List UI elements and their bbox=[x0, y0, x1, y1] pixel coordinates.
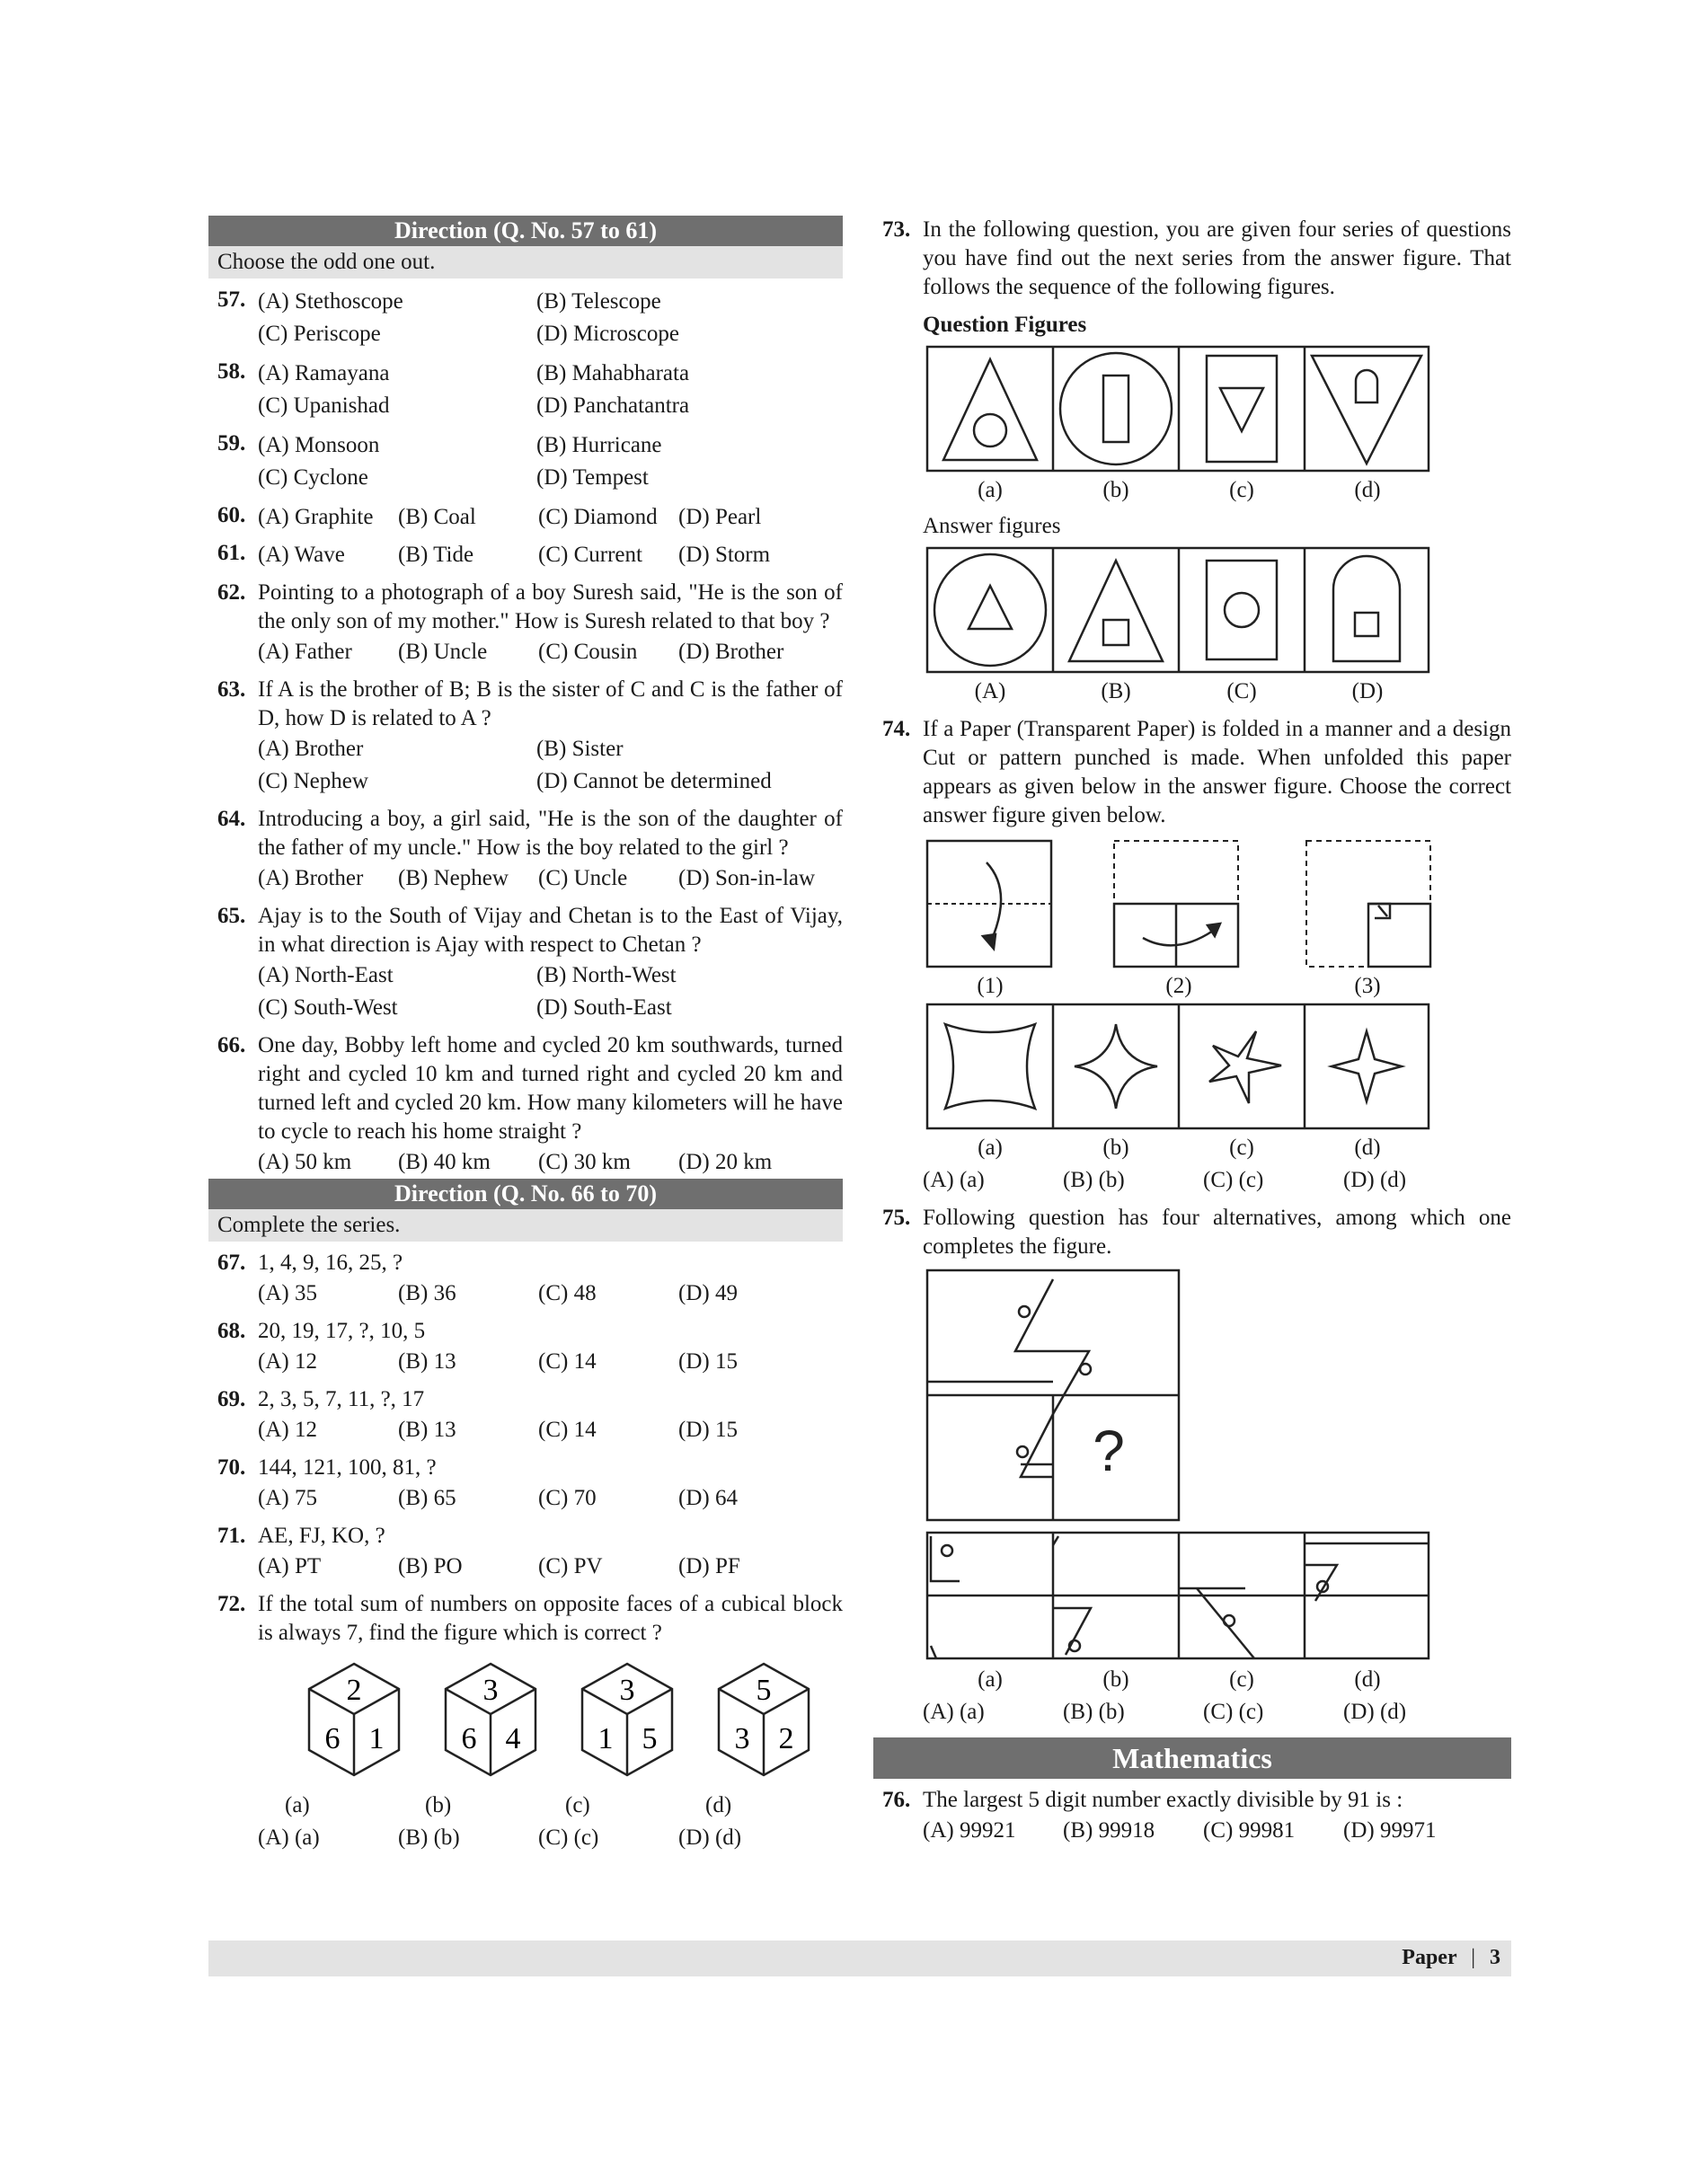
option-a: (A) PT bbox=[258, 1554, 322, 1578]
cube-b bbox=[446, 1664, 535, 1775]
question-69 bbox=[208, 1385, 843, 1446]
question-number: 76. bbox=[882, 1788, 911, 1812]
footer-separator: | bbox=[1471, 1946, 1475, 1969]
option-d: (D) PF bbox=[678, 1554, 740, 1578]
figure-label: (d) bbox=[705, 1793, 732, 1817]
step-label: (1) bbox=[977, 974, 1004, 998]
question-70 bbox=[208, 1454, 843, 1515]
cube-top-number: 3 bbox=[482, 1674, 499, 1707]
option-c: (C) 99981 bbox=[1203, 1818, 1296, 1843]
option-b: (B) 40 km bbox=[398, 1150, 491, 1174]
option-a: (A) Brother bbox=[258, 737, 364, 761]
question-60 bbox=[208, 501, 843, 534]
direction-heading: Direction (Q. No. 66 to 70) bbox=[208, 1179, 843, 1209]
option-c: (C) Periscope bbox=[258, 322, 381, 346]
missing-piece-mark: ? bbox=[1093, 1419, 1125, 1483]
cube-top-number: 5 bbox=[756, 1674, 772, 1707]
answer-figures-heading: Answer figures bbox=[923, 514, 1061, 538]
option-a: (A) Monsoon bbox=[258, 433, 380, 457]
option-c: (C) 14 bbox=[538, 1418, 597, 1442]
question-59 bbox=[208, 429, 843, 494]
question-65 bbox=[208, 902, 843, 1024]
option-b: (B) Coal bbox=[398, 505, 476, 529]
paper-folding-steps bbox=[873, 837, 1511, 970]
option-a: (A) 50 km bbox=[258, 1150, 352, 1174]
question-61 bbox=[208, 539, 843, 571]
figure-label: (d) bbox=[1354, 1136, 1381, 1160]
option-b: (B) 13 bbox=[398, 1418, 456, 1442]
question-text: If a Paper (Transparent Paper) is folded in a manner and a design Cut or pattern punched is made. When unfolded this paper appears as given below in the answer figure. Choose the correct answer figure given below. bbox=[923, 717, 1511, 827]
option-c: (C) Nephew bbox=[258, 769, 368, 793]
question-text: In the following question, you are given four series of questions you have find out the next series from the answer figure. That follows the sequence of the following figures. bbox=[923, 217, 1511, 299]
option-a: (A) 12 bbox=[258, 1349, 317, 1374]
option-c: (C) PV bbox=[538, 1554, 603, 1578]
option-d: (D) Cannot be determined bbox=[536, 769, 772, 793]
figure-label: (a) bbox=[978, 1667, 1003, 1692]
option-c: (C) Cousin bbox=[538, 640, 638, 664]
option-c: (C) Upanishad bbox=[258, 393, 390, 418]
figure-label: (a) bbox=[285, 1793, 310, 1817]
answer-figure-labels bbox=[927, 1132, 1511, 1164]
completion-answer-figures bbox=[873, 1531, 1511, 1664]
option-b: (B) (b) bbox=[1063, 1168, 1125, 1192]
direction-heading: Direction (Q. No. 57 to 61) bbox=[208, 216, 843, 246]
direction-text: Complete the series. bbox=[208, 1209, 843, 1242]
option-b: (B) PO bbox=[398, 1554, 463, 1578]
question-text: 144, 121, 100, 81, ? bbox=[258, 1455, 437, 1480]
option-d: (D) Brother bbox=[678, 640, 784, 664]
question-number: 66. bbox=[217, 1033, 246, 1057]
question-text: 20, 19, 17, ?, 10, 5 bbox=[258, 1319, 426, 1343]
question-text: One day, Bobby left home and cycled 20 km southwards, turned right and cycled 10 km and turned right and cycled 20 km and turned left and cycled 20 km. How many kilometers will he have to cycle to reach his home straight ? bbox=[258, 1033, 843, 1144]
question-72 bbox=[208, 1590, 843, 1854]
cube-c bbox=[582, 1664, 672, 1775]
figure-label: (a) bbox=[978, 478, 1003, 502]
left-column bbox=[208, 216, 843, 1854]
page-footer bbox=[208, 1940, 1511, 1976]
figure-label: (c) bbox=[565, 1793, 590, 1817]
question-58 bbox=[208, 358, 843, 422]
question-text: 1, 4, 9, 16, 25, ? bbox=[258, 1251, 403, 1275]
option-c: (C) 70 bbox=[538, 1486, 597, 1510]
cube-right-number: 1 bbox=[368, 1722, 385, 1755]
question-number: 60. bbox=[217, 503, 246, 527]
question-text: Ajay is to the South of Vijay and Chetan is to the East of Vijay, in what direction is Ajay with respect to Chetan ? bbox=[258, 904, 843, 957]
step-label: (2) bbox=[1165, 974, 1192, 998]
option-a: (A) Father bbox=[258, 640, 352, 664]
option-d: (D) Pearl bbox=[678, 505, 762, 529]
question-text: 2, 3, 5, 7, 11, ?, 17 bbox=[258, 1387, 425, 1411]
option-b: (B) Telescope bbox=[536, 289, 661, 314]
figure-label: (c) bbox=[1229, 1667, 1254, 1692]
figure-label: (c) bbox=[1229, 1136, 1254, 1160]
question-text: The largest 5 digit number exactly divisible by 91 is : bbox=[923, 1788, 1403, 1812]
question-figures bbox=[873, 345, 1511, 474]
question-number: 64. bbox=[217, 807, 246, 831]
option-b: (B) Sister bbox=[536, 737, 624, 761]
option-d: (D) (d) bbox=[1343, 1168, 1407, 1192]
question-text: If the total sum of numbers on opposite faces of a cubical block is always 7, find the figure which is correct ? bbox=[258, 1592, 843, 1645]
question-number: 62. bbox=[217, 580, 246, 605]
question-57 bbox=[208, 286, 843, 350]
option-a: (A) Ramayana bbox=[258, 361, 390, 385]
completion-figure bbox=[873, 1269, 1511, 1524]
option-d: (D) Son-in-law bbox=[678, 866, 816, 890]
question-number: 57. bbox=[217, 287, 246, 312]
question-figure-labels bbox=[927, 474, 1511, 507]
question-number: 71. bbox=[217, 1524, 246, 1548]
figure-label: (b) bbox=[1102, 1136, 1129, 1160]
question-number: 74. bbox=[882, 717, 911, 741]
cube-top-number: 3 bbox=[619, 1674, 635, 1707]
option-a: (A) (a) bbox=[258, 1825, 320, 1850]
footer-label: Paper bbox=[1402, 1946, 1457, 1969]
option-c: (C) Diamond bbox=[538, 505, 658, 529]
option-a: (A) Brother bbox=[258, 866, 364, 890]
option-b: (B) Tide bbox=[398, 543, 474, 567]
option-a: (A) 12 bbox=[258, 1418, 317, 1442]
option-c: (C) (c) bbox=[1203, 1700, 1264, 1724]
question-64 bbox=[208, 805, 843, 895]
option-b: (B) North-West bbox=[536, 963, 677, 987]
section-heading-mathematics: Mathematics bbox=[873, 1737, 1511, 1779]
option-c: (C) 30 km bbox=[538, 1150, 631, 1174]
figure-label: (a) bbox=[978, 1136, 1003, 1160]
option-b: (B) Nephew bbox=[398, 866, 509, 890]
option-d: (D) (d) bbox=[1343, 1700, 1407, 1724]
question-text: AE, FJ, KO, ? bbox=[258, 1524, 385, 1548]
question-74 bbox=[873, 715, 1511, 1197]
option-d: (D) Panchatantra bbox=[536, 393, 690, 418]
question-76 bbox=[873, 1786, 1511, 1847]
option-d: (D) 20 km bbox=[678, 1150, 773, 1174]
question-number: 72. bbox=[217, 1592, 246, 1616]
answer-figure-labels bbox=[927, 1664, 1511, 1696]
option-c: (C) Current bbox=[538, 543, 642, 567]
question-63 bbox=[208, 676, 843, 798]
option-d: (D) 15 bbox=[678, 1349, 738, 1374]
cube-right-number: 5 bbox=[642, 1722, 658, 1755]
question-number: 73. bbox=[882, 217, 911, 242]
option-b: (B) Hurricane bbox=[536, 433, 662, 457]
cube-left-number: 1 bbox=[597, 1722, 614, 1755]
question-number: 61. bbox=[217, 541, 246, 565]
figure-label: (c) bbox=[1229, 478, 1254, 502]
option-d: (D) 64 bbox=[678, 1486, 738, 1510]
option-a: (A) Graphite bbox=[258, 505, 374, 529]
option-d: (D) 99971 bbox=[1343, 1818, 1437, 1843]
figure-label: (C) bbox=[1226, 679, 1257, 703]
cube-left-number: 6 bbox=[324, 1722, 341, 1755]
page-number bbox=[1402, 1946, 1500, 1970]
figure-label: (B) bbox=[1101, 679, 1131, 703]
option-b: (B) (b) bbox=[398, 1825, 460, 1850]
cube-right-number: 4 bbox=[505, 1722, 521, 1755]
question-71 bbox=[208, 1522, 843, 1583]
option-a: (A) 35 bbox=[258, 1281, 317, 1305]
option-d: (D) Tempest bbox=[536, 465, 649, 490]
figure-label: (d) bbox=[1354, 478, 1381, 502]
option-a: (A) North-East bbox=[258, 963, 394, 987]
figure-label: (A) bbox=[974, 679, 1006, 703]
option-d: (D) Storm bbox=[678, 543, 771, 567]
question-text: Pointing to a photograph of a boy Suresh said, "He is the son of the only son of my mother." How is Suresh related to that boy ? bbox=[258, 580, 843, 633]
question-number: 63. bbox=[217, 677, 246, 702]
question-number: 67. bbox=[217, 1251, 246, 1275]
figure-label: (d) bbox=[1354, 1667, 1381, 1692]
step-label: (3) bbox=[1354, 974, 1381, 998]
question-75 bbox=[873, 1204, 1511, 1728]
figure-label: (D) bbox=[1351, 679, 1384, 703]
footer-page: 3 bbox=[1490, 1946, 1500, 1969]
step-labels bbox=[927, 970, 1511, 1003]
option-b: (B) Mahabharata bbox=[536, 361, 690, 385]
option-a: (A) 99921 bbox=[923, 1818, 1016, 1843]
question-73 bbox=[873, 216, 1511, 708]
question-62 bbox=[208, 579, 843, 668]
question-figures-heading: Question Figures bbox=[923, 313, 1087, 337]
unfolded-answer-figures bbox=[873, 1003, 1511, 1132]
option-d: (D) 49 bbox=[678, 1281, 738, 1305]
question-67 bbox=[208, 1249, 843, 1310]
option-b: (B) (b) bbox=[1063, 1700, 1125, 1724]
figure-label: (b) bbox=[1102, 478, 1129, 502]
option-b: (B) Uncle bbox=[398, 640, 488, 664]
option-c: (C) South-West bbox=[258, 995, 398, 1020]
figure-label: (b) bbox=[425, 1793, 452, 1817]
option-c: (C) (c) bbox=[1203, 1168, 1264, 1192]
right-column bbox=[873, 216, 1511, 1847]
option-b: (B) 13 bbox=[398, 1349, 456, 1374]
option-d: (D) (d) bbox=[678, 1825, 742, 1850]
question-number: 75. bbox=[882, 1206, 911, 1230]
question-text: Following question has four alternatives, among which one completes the figure. bbox=[923, 1206, 1511, 1259]
option-b: (B) 99918 bbox=[1063, 1818, 1155, 1843]
option-b: (B) 65 bbox=[398, 1486, 456, 1510]
cube-top-number: 2 bbox=[346, 1674, 362, 1707]
option-a: (A) Wave bbox=[258, 543, 345, 567]
option-a: (A) (a) bbox=[923, 1700, 985, 1724]
option-c: (C) (c) bbox=[538, 1825, 599, 1850]
answer-figure-labels bbox=[927, 676, 1511, 708]
question-text: Introducing a boy, a girl said, "He is the son of the daughter of the father of my uncle." How is the boy related to the girl ? bbox=[258, 807, 843, 860]
option-b: (B) 36 bbox=[398, 1281, 456, 1305]
figure-label: (b) bbox=[1102, 1667, 1129, 1692]
option-c: (C) Cyclone bbox=[258, 465, 368, 490]
question-number: 59. bbox=[217, 431, 246, 455]
answer-figures bbox=[873, 546, 1511, 676]
question-number: 69. bbox=[217, 1387, 246, 1411]
question-text: If A is the brother of B; B is the sister of C and C is the father of D, how D is related to A ? bbox=[258, 677, 843, 730]
option-d: (D) 15 bbox=[678, 1418, 738, 1442]
question-68 bbox=[208, 1317, 843, 1378]
cube-left-number: 6 bbox=[461, 1722, 477, 1755]
dice-figures bbox=[208, 1655, 843, 1790]
cube-left-number: 3 bbox=[734, 1722, 750, 1755]
cube-right-number: 2 bbox=[778, 1722, 794, 1755]
option-a: (A) Stethoscope bbox=[258, 289, 403, 314]
option-c: (C) 48 bbox=[538, 1281, 597, 1305]
question-number: 58. bbox=[217, 359, 246, 384]
question-number: 70. bbox=[217, 1455, 246, 1480]
question-number: 68. bbox=[217, 1319, 246, 1343]
option-c: (C) 14 bbox=[538, 1349, 597, 1374]
cube-d bbox=[719, 1664, 809, 1775]
direction-text: Choose the odd one out. bbox=[208, 246, 843, 278]
question-66 bbox=[208, 1031, 843, 1179]
question-number: 65. bbox=[217, 904, 246, 928]
option-d: (D) South-East bbox=[536, 995, 672, 1020]
option-a: (A) 75 bbox=[258, 1486, 317, 1510]
option-d: (D) Microscope bbox=[536, 322, 679, 346]
option-a: (A) (a) bbox=[923, 1168, 985, 1192]
cube-a bbox=[309, 1664, 399, 1775]
option-c: (C) Uncle bbox=[538, 866, 628, 890]
